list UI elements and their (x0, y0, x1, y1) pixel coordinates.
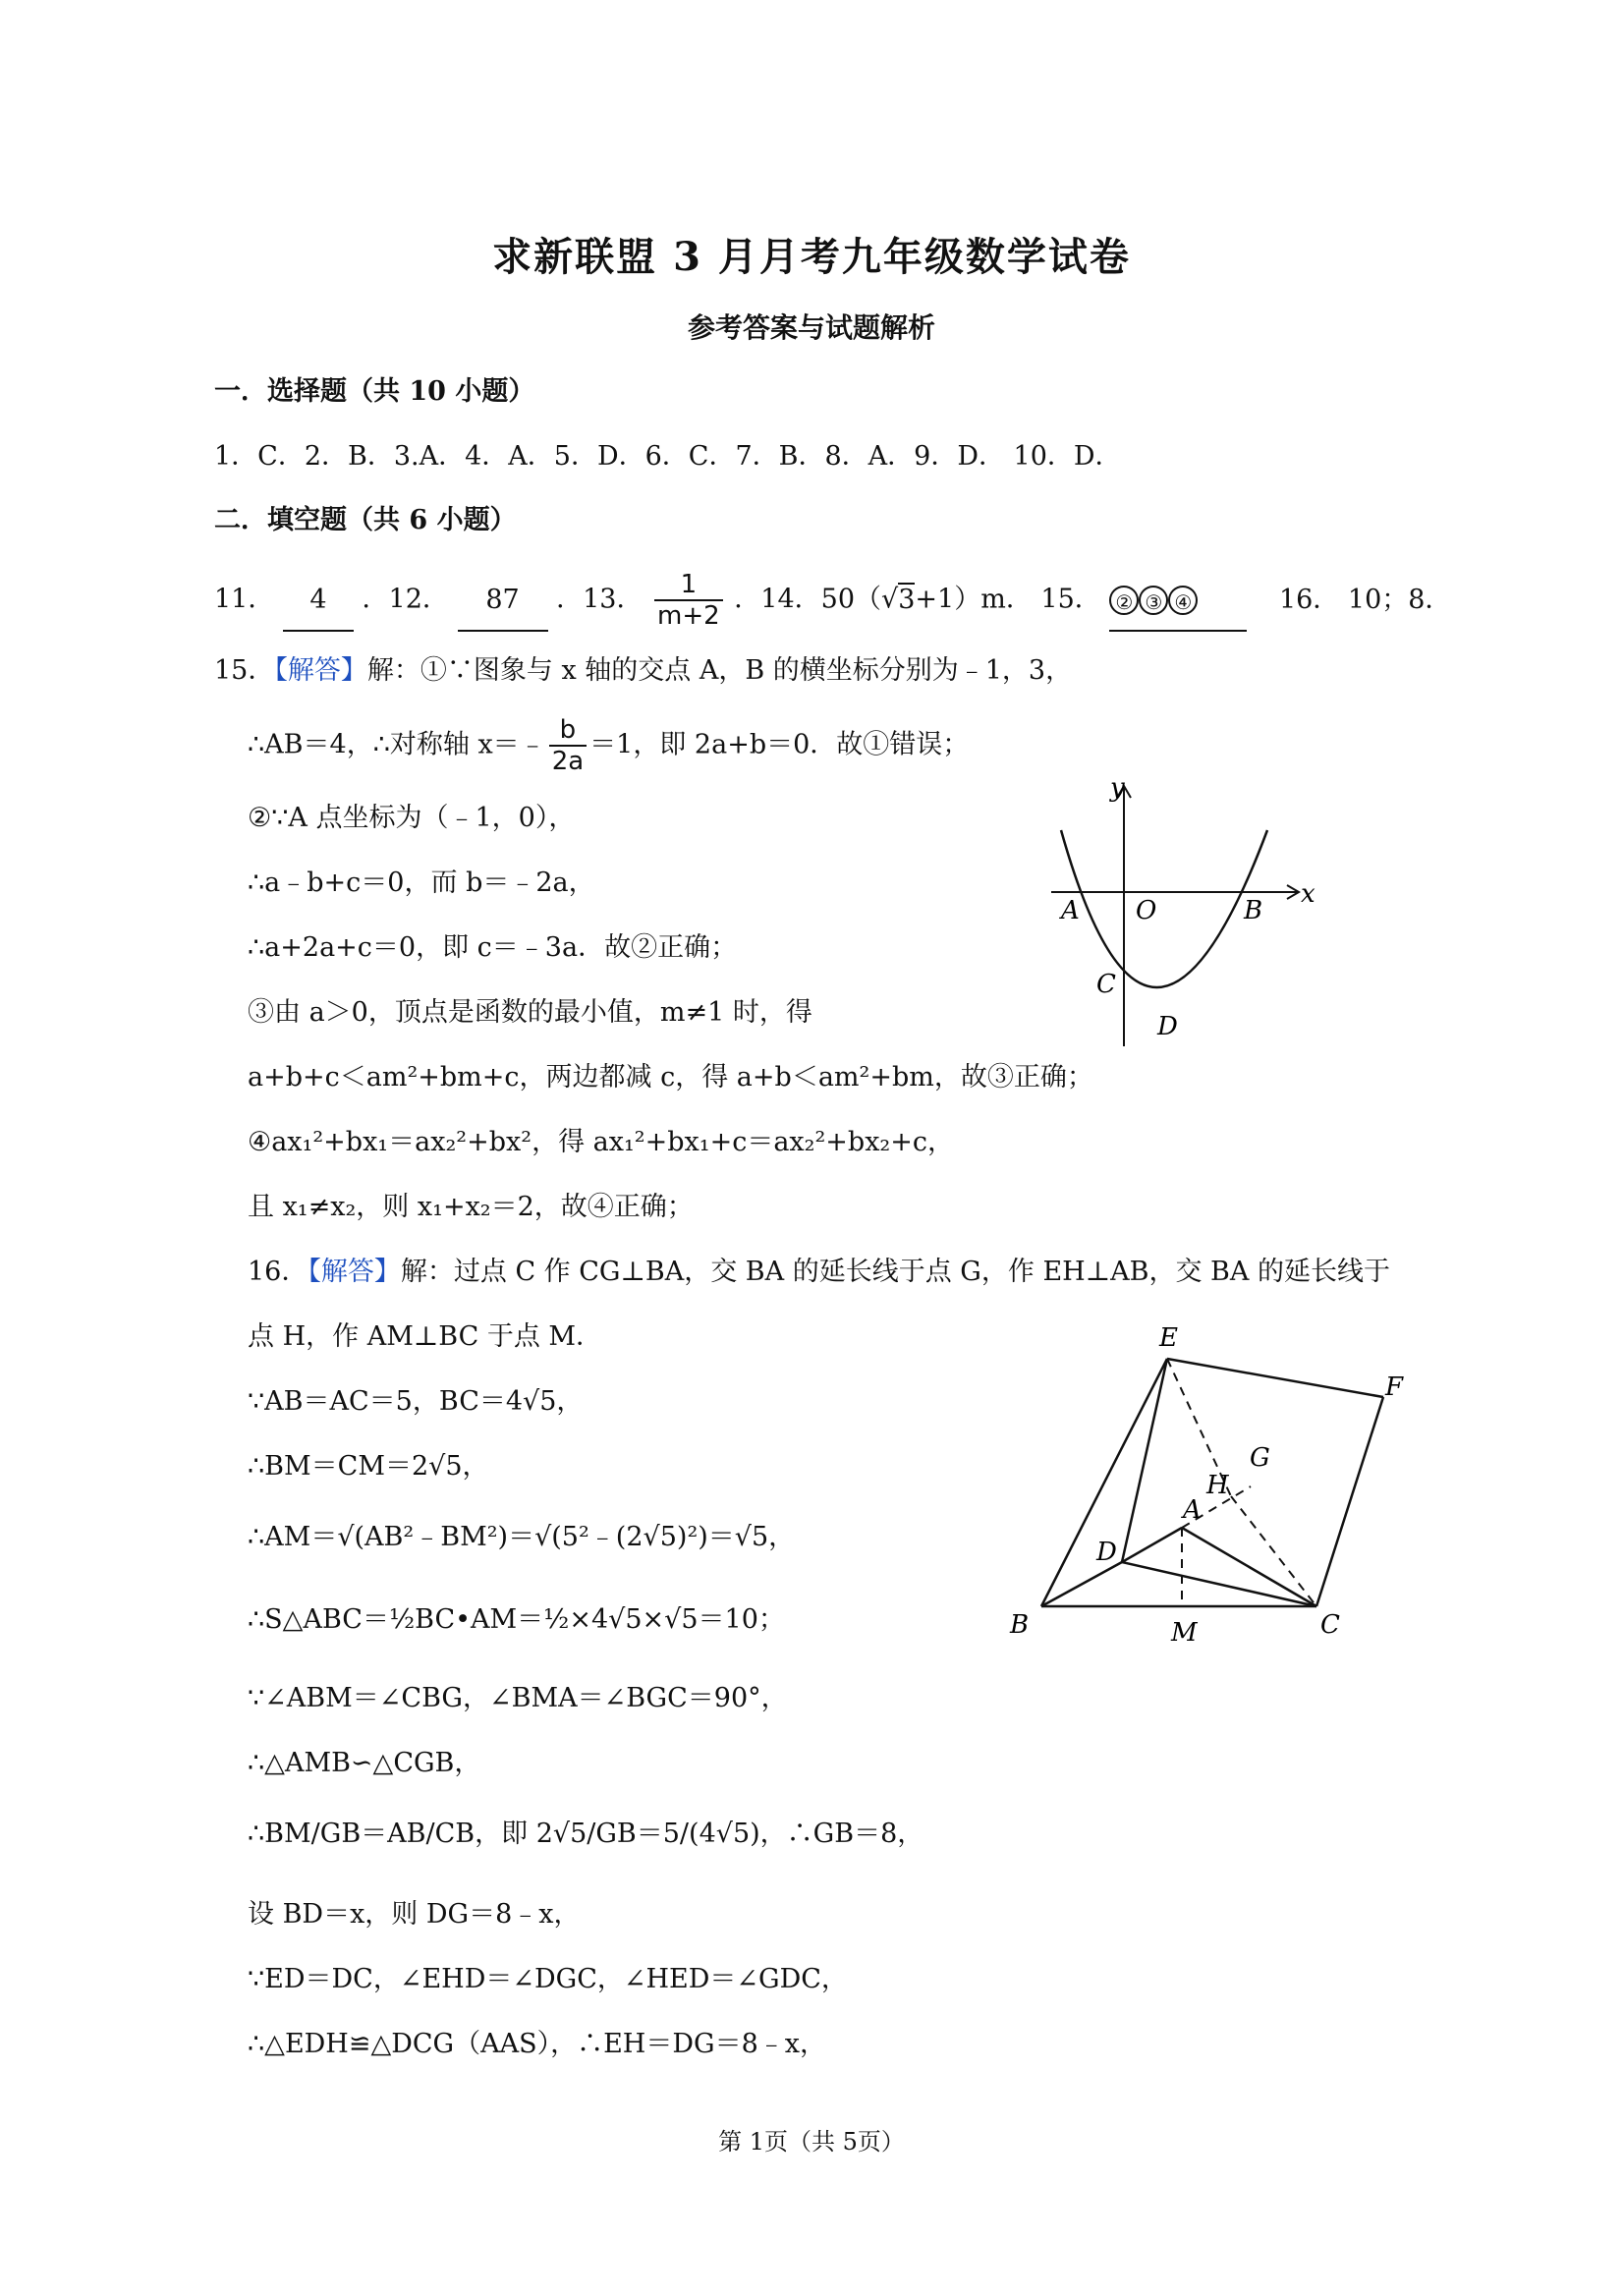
sol15-line8: ④ax₁²+bx₁＝ax₂²+bx²，得 ax₁²+bx₁+c＝ax₂²+bx₂+c， (248, 1127, 954, 1157)
label-B: B (1244, 896, 1263, 925)
q14-text-a: ．14．50（ (734, 584, 882, 615)
sol15-line7: a+b+c＜am²+bm+c，两边都减 c，得 a+b＜am²+bm，故③正确； (248, 1062, 1093, 1092)
geometry-figure (992, 1316, 1415, 1651)
label-x: x (1301, 879, 1315, 909)
label-A2: A (1183, 1495, 1202, 1525)
sol16-line1 (248, 1256, 1390, 1289)
segment-ED (1122, 1359, 1167, 1562)
sol15-line5: ∴a+2a+c＝0，即 c＝﹣3a．故②正确； (248, 932, 738, 963)
sol15-l2a: ∴AB＝4，∴对称轴 x＝﹣ (248, 729, 546, 760)
q14-text-b: +1）m． 15． (915, 584, 1101, 615)
label-B2: B (1010, 1610, 1030, 1640)
sol16-line9: ∴BM/GB＝AB/CB，即 2√5/GB＝5/(4√5)，∴GB＝8， (248, 1819, 924, 1849)
section1-heading: 一．选择题（共 10 小题） (214, 376, 535, 407)
circle-2: ② (1109, 586, 1139, 615)
section2-heading: 二．填空题（共 6 小题） (214, 505, 517, 535)
sol16-line3: ∵AB＝AC＝5，BC＝4√5， (248, 1386, 584, 1417)
sol15-fraction (549, 715, 587, 776)
sol16-line6: ∴S△ABC＝½BC•AM＝½×4√5×√5＝10； (248, 1604, 785, 1635)
segment-DA (1122, 1528, 1182, 1562)
label-D2: D (1096, 1538, 1117, 1567)
label-F: F (1385, 1372, 1404, 1402)
sol15-tag: 【解答】 (274, 655, 367, 686)
circle-3: ③ (1139, 586, 1168, 615)
sol15-line9: 且 x₁≠x₂，则 x₁+x₂＝2，故④正确； (248, 1192, 694, 1222)
label-O: O (1136, 896, 1157, 925)
label-G: G (1250, 1443, 1270, 1473)
page-title: 求新联盟 3 月月考九年级数学试卷 (492, 234, 1131, 280)
sol16-line5: ∴AM＝√(AB²﹣BM²)＝√(5²﹣(2√5)²)＝√5， (248, 1522, 796, 1552)
q11-answer: 4 (283, 571, 354, 632)
segment-AC (1182, 1528, 1316, 1606)
section1-answers: 1．C．2．B．3.A．4．A．5．D．6．C．7．B．8．A．9．D． 10．D． (214, 441, 1122, 472)
label-y: y (1110, 773, 1125, 803)
page-subtitle: 参考答案与试题解析 (687, 311, 935, 344)
sol15-line4: ∴a﹣b+c＝0，而 b＝﹣2a， (248, 868, 595, 898)
sol16-num: 16． (248, 1257, 308, 1287)
sol15-frac-den: 2a (551, 747, 585, 776)
sol15-line2 (248, 715, 969, 784)
label-M: M (1171, 1618, 1198, 1648)
segment-DC (1122, 1562, 1316, 1606)
q16-answer: 16． 10；8． (1278, 584, 1452, 615)
sol16-line7: ∵∠ABM＝∠CBG，∠BMA＝∠BGC＝90°， (248, 1683, 788, 1713)
q13-number: ．13． (556, 584, 644, 615)
parabola-figure (1041, 771, 1326, 1056)
q13-frac-numerator: 1 (654, 570, 723, 601)
segment-FC (1316, 1397, 1383, 1606)
sol16-line11: ∵ED＝DC，∠EHD＝∠DGC，∠HED＝∠GDC， (248, 1964, 848, 1994)
q15-answer (1109, 571, 1247, 632)
sol15-line6: ③由 a＞0，顶点是函数的最小值，m≠1 时，得 (248, 997, 812, 1028)
sol15-frac-num: b (549, 715, 587, 747)
sol15-l1: 解：①∵图象与 x 轴的交点 A，B 的横坐标分别为﹣1，3， (366, 655, 1073, 686)
segment-EF (1167, 1359, 1383, 1397)
label-E: E (1159, 1323, 1178, 1353)
sol16-line4: ∴BM＝CM＝2√5， (248, 1451, 489, 1482)
sol15-l2b: ＝1，即 2a+b＝0．故①错误； (589, 729, 970, 760)
q12-answer: 87 (458, 571, 548, 632)
sol15-line3: ②∵A 点坐标为（﹣1，0）， (248, 803, 576, 833)
sqrt-icon: √ (881, 584, 899, 615)
page-footer: 第 1页（共 5页） (718, 2128, 905, 2156)
parabola-curve (1061, 830, 1267, 987)
label-C: C (1096, 970, 1116, 999)
sol16-l1: 解：过点 C 作 CG⊥BA，交 BA 的延长线于点 G，作 EH⊥AB，交 BA 的延长线于 (400, 1257, 1390, 1287)
sol16-line10: 设 BD＝x，则 DG＝8﹣x， (248, 1899, 581, 1930)
q14-sqrt-radicand: 3 (898, 584, 916, 615)
q13-fraction (654, 570, 723, 631)
q11-number: 11． (214, 584, 275, 615)
q13-frac-denominator: m+2 (657, 601, 720, 631)
sol15-line1: 15．【解答】解：①∵图象与 x 轴的交点 A，B 的横坐标分别为﹣1，3， (214, 655, 1073, 686)
sol16-line2: 点 H，作 AM⊥BC 于点 M． (248, 1321, 603, 1352)
label-H: H (1206, 1471, 1229, 1500)
label-A: A (1061, 896, 1080, 925)
label-C2: C (1320, 1610, 1340, 1640)
sol16-line12: ∴△EDH≌△DCG（AAS），∴EH＝DG＝8﹣x， (248, 2029, 826, 2059)
q12-number: ．12． (362, 584, 449, 615)
sol16-tag: 【解答】 (308, 1257, 401, 1287)
label-D: D (1157, 1012, 1178, 1041)
section2-answers (214, 570, 1451, 648)
sol16-line8: ∴△AMB∽△CGB， (248, 1748, 481, 1778)
circle-4: ④ (1168, 586, 1198, 615)
